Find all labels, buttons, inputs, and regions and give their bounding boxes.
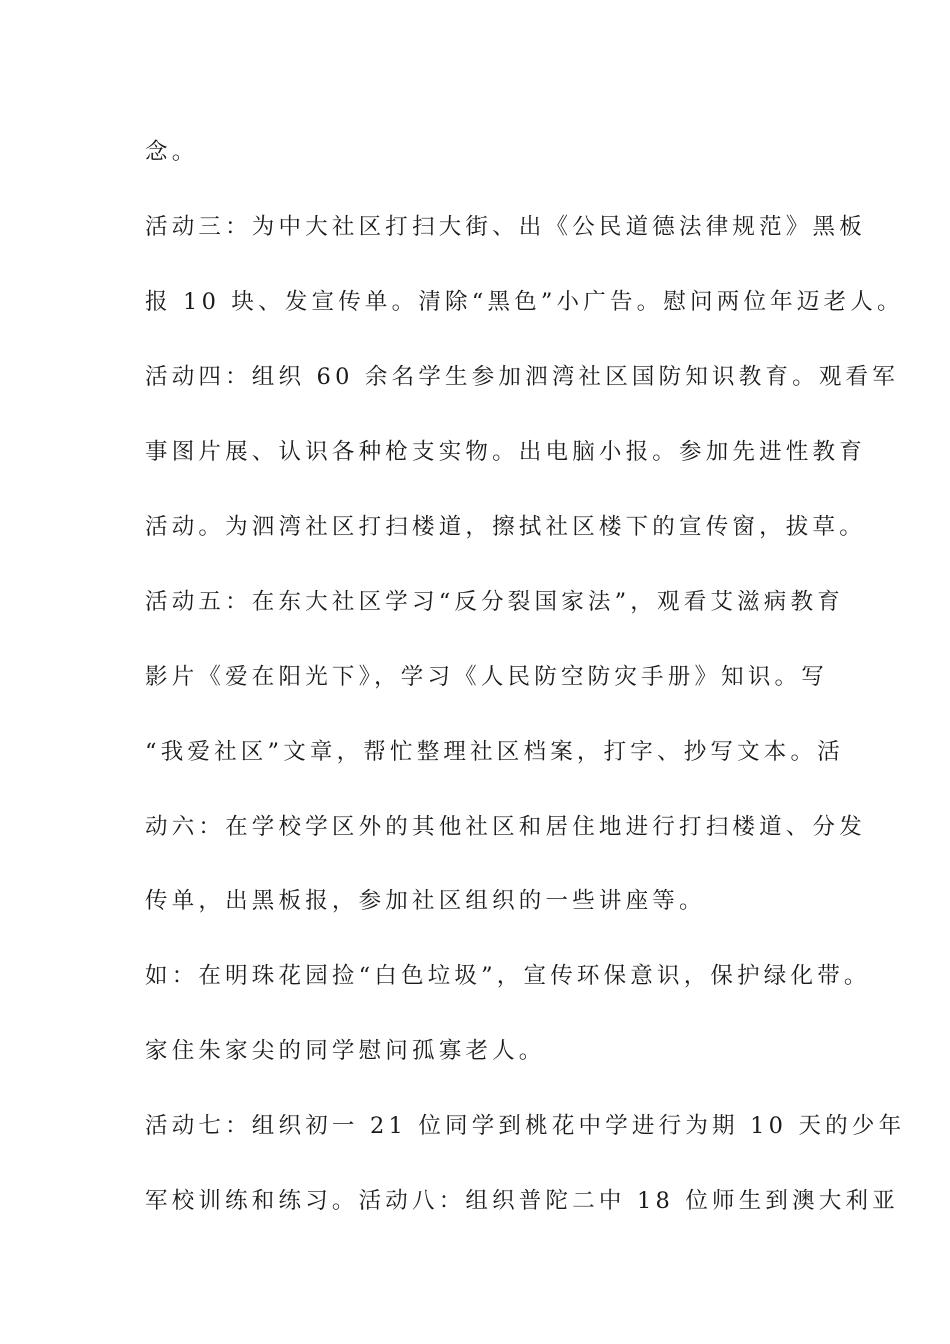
text-line-1: 念。	[145, 139, 199, 165]
text-line-14: 活动七：组织初一 21 位同学到桃花中学进行为期 10 天的少年	[145, 1113, 906, 1139]
text-line-8: 影片《爱在阳光下》，学习《人民防空防灾手册》知识。写	[145, 664, 828, 690]
text-line-13: 家住朱家尖的同学慰问孤寡老人。	[145, 1038, 546, 1064]
text-line-5: 事图片展、认识各种枪支实物。出电脑小报。参加先进性教育	[145, 439, 866, 465]
text-line-2: 活动三：为中大社区打扫大街、出《公民道德法律规范》黑板	[145, 214, 866, 240]
text-line-7: 活动五：在东大社区学习“反分裂国家法”，观看艾滋病教育	[145, 589, 844, 615]
text-line-10: 动六：在学校学区外的其他社区和居住地进行打扫楼道、分发	[145, 814, 866, 840]
text-line-11: 传单，出黑板报，参加社区组织的一些讲座等。	[145, 888, 706, 914]
text-line-3: 报 10 块、发宣传单。清除“黑色”小广告。慰问两位年迈老人。	[145, 289, 904, 315]
text-line-4: 活动四：组织 60 余名学生参加泗湾社区国防知识教育。观看军	[145, 364, 899, 390]
text-line-15: 军校训练和练习。活动八：组织普陀二中 18 位师生到澳大利亚	[145, 1188, 899, 1214]
text-line-9: “我爱社区”文章，帮忙整理社区档案，打字、抄写文本。活	[145, 739, 844, 765]
text-line-12: 如：在明珠花园捡“白色垃圾”，宣传环保意识，保护绿化带。	[145, 963, 871, 989]
text-line-6: 活动。为泗湾社区打扫楼道，擦拭社区楼下的宣传窗，拔草。	[145, 514, 866, 540]
